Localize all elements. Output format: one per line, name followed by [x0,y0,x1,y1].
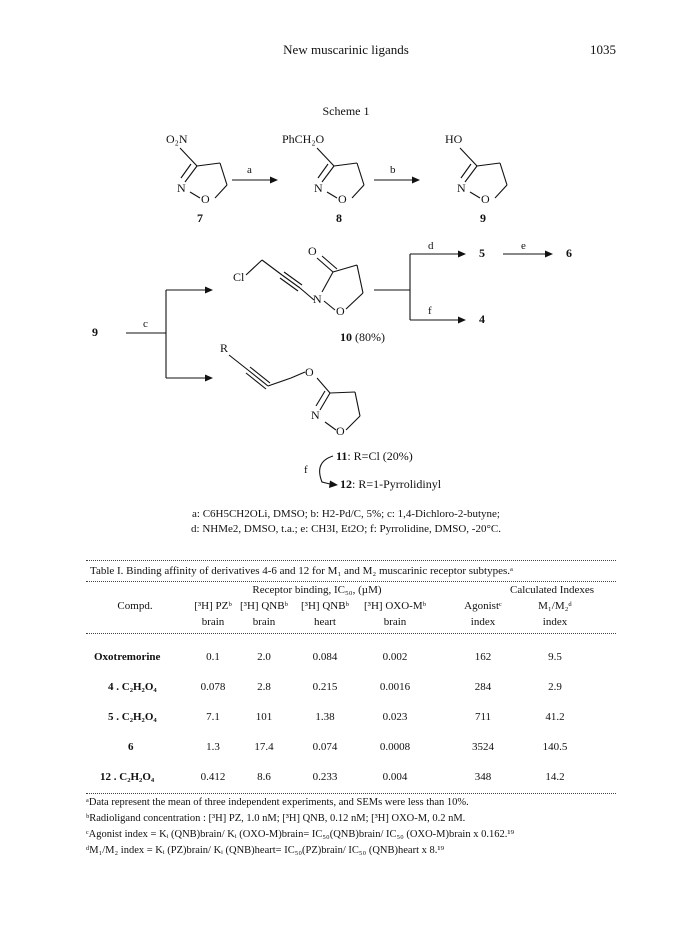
compound-9-start-label: 9 [92,325,98,339]
compound-12-desc: : R=1-Pyrrolidinyl [352,477,442,491]
table-cell: 162 [474,651,492,663]
col-sub-oxo: brain [383,616,407,628]
table-cell: 7.1 [206,711,220,723]
table-caption-rule [86,581,616,582]
table-cell: 2.9 [548,681,562,693]
table-top-rule [86,560,616,561]
label-r: R [220,341,229,355]
table-row-label: Oxotremorine [94,651,161,663]
group-header-receptor: Receptor binding, IC₅₀, (µM) [252,584,382,596]
arrow-e-label: e [521,240,526,252]
table-cell: 2.0 [257,651,271,663]
label-o-carbonyl: O [308,244,317,258]
isoxazoline-ring-7 [180,148,227,198]
label-n-7: N [177,181,186,195]
compound-10-label [340,330,385,345]
table-cell: 0.074 [312,741,338,753]
table-cell: 140.5 [542,741,568,753]
compound-11-12-structure [229,355,360,430]
col-header-qnb-brain: [³H] QNBᵇ [240,600,288,612]
label-n-10: N [313,292,322,306]
table-cell: 0.084 [312,651,338,663]
table-caption: Table I. Binding affinity of derivatives 4-6 and 12 for M₁ and M₂ muscarinic receptor subtypes.ᵃ [90,565,514,577]
footnote-b: ᵇRadioligand concentration : [³H] PZ, 1.0 nM; [³H] QNB, 0.12 nM; [³H] OXO-M, 0.2 nM. [86,813,466,824]
table-header-rule [86,633,616,634]
table-cell: 0.004 [382,771,408,783]
page-number: 1035 [590,42,616,57]
label-o-8: O [338,192,347,206]
footnote-c: ᶜAgonist index = Kᵢ (QNB)brain/ Kᵢ (OXO-M)brain= IC₅₀(QNB)brain/ IC₅₀ (OXO-M)brain x 0.162.¹⁹ [86,829,515,840]
table-cell: 8.6 [257,771,271,783]
arrow-a-label: a [247,164,252,176]
arrow-f2-label: f [304,464,308,476]
table-row-label: 12 . C₂H₂O₄ [100,771,155,783]
col-header-m1m2: M₁/M₂ᵈ [538,600,572,612]
compound-6-label: 6 [566,246,572,260]
table-cell: 3524 [472,741,494,753]
col-sub-qnb-brain: brain [252,616,276,628]
compound-10-yield: (80%) [355,330,385,344]
isoxazoline-ring-8 [317,148,364,198]
scheme-title: Scheme 1 [322,104,370,118]
table-cell: 1.3 [206,741,220,753]
label-n-8: N [314,181,323,195]
compound-10-number: 10 [340,330,352,344]
label-cl: Cl [233,270,245,284]
col-header-compd: Compd. [117,600,153,612]
table-cell: 0.002 [382,651,408,663]
label-o-9: O [481,192,490,206]
compound-5-label: 5 [479,246,485,260]
isoxazoline-ring-9 [460,148,507,198]
col-sub-pz: brain [201,616,225,628]
footnote-d: ᵈM₁/M₂ index = Kᵢ (PZ)brain/ Kᵢ (QNB)heart= IC₅₀(PZ)brain/ IC₅₀ (QNB)heart x 8.¹⁹ [86,845,445,856]
compound-11-number: 11 [336,449,348,463]
compound-12-number: 12 [340,477,352,491]
label-o-10: O [336,304,345,318]
compound-9-label: 9 [480,211,486,225]
col-sub-m1m2: index [542,616,568,628]
table-cell: 41.2 [545,711,565,723]
compound-10-structure [246,256,363,310]
arrow-d-label: d [428,240,434,252]
conditions-line-1: a: C6H5CH2OLi, DMSO; b: H2-Pd/C, 5%; c: 1,4-Dichloro-2-butyne; [192,508,500,520]
table-cell: 0.0008 [379,741,411,753]
table-cell: 0.023 [382,711,408,723]
label-n-11: N [311,408,320,422]
table-cell: 0.215 [312,681,338,693]
compound-11-line [336,449,413,464]
group-header-calculated: Calculated Indexes [510,584,594,596]
table-cell: 101 [255,711,273,723]
label-o-11: O [336,424,345,438]
compound-7-label: 7 [197,211,203,225]
compound-8-label: 8 [336,211,342,225]
table-cell: 1.38 [315,711,335,723]
table-cell: 711 [474,711,492,723]
col-header-agonist: Agonistᶜ [464,600,502,612]
compound-12-line [340,477,441,492]
label-o-7: O [201,192,210,206]
table-cell: 0.078 [200,681,226,693]
table-cell: 284 [474,681,492,693]
table-cell: 0.1 [206,651,220,663]
footnote-a: ᵃData represent the mean of three independent experiments, and SEMs were less than 10%. [86,797,469,808]
col-header-qnb-heart: [³H] QNBᵇ [301,600,349,612]
label-ho: HO [445,132,463,146]
label-o-ether: O [305,365,314,379]
compound-11-desc: : R=Cl (20%) [347,449,413,463]
table-cell: 0.412 [200,771,226,783]
table-cell: 17.4 [254,741,274,753]
table-row-label: 4 . C₂H₂O₄ [108,681,157,693]
table-cell: 14.2 [545,771,565,783]
table-cell: 2.8 [257,681,271,693]
running-title: New muscarinic ligands [283,42,409,57]
conditions-line-2: d: NHMe2, DMSO, t.a.; e: CH3I, Et2O; f: Pyrrolidine, DMSO, -20°C. [191,523,501,535]
col-sub-qnb-heart: heart [314,616,336,628]
compound-4-label: 4 [479,312,485,326]
table-cell: 0.0016 [379,681,411,693]
col-sub-agonist: index [470,616,496,628]
table-bottom-rule [86,793,616,794]
table-cell: 0.233 [312,771,338,783]
col-header-oxo: [³H] OXO-Mᵇ [364,600,426,612]
table-cell: 348 [474,771,492,783]
label-n-9: N [457,181,466,195]
table-row-label: 6 [128,741,134,753]
arrow-b-label: b [390,164,396,176]
label-phch2o: PhCH₂O [282,132,325,146]
col-header-pz: [³H] PZᵇ [194,600,232,612]
table-row-label: 5 . C₂H₂O₄ [108,711,157,723]
table-cell: 9.5 [548,651,562,663]
arrow-c-label: c [143,318,148,330]
arrow-f-label: f [428,305,432,317]
label-o2n: O₂N [166,132,188,146]
